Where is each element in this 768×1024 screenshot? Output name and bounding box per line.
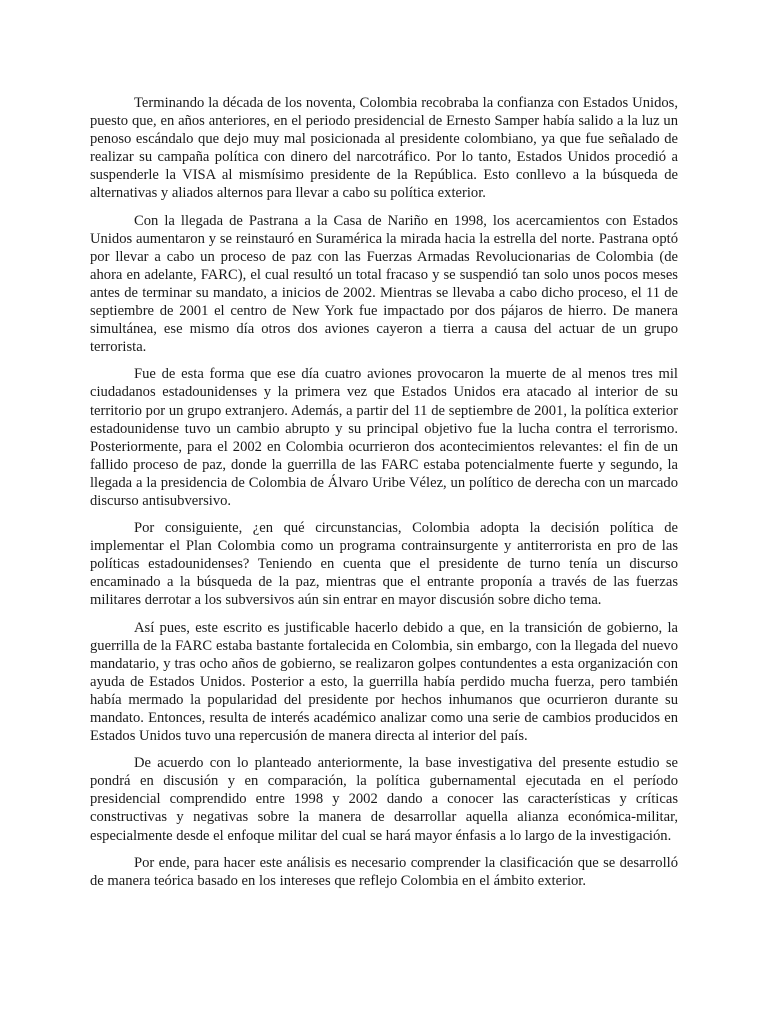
paragraph: Terminando la década de los noventa, Colombia recobraba la confianza con Estados Unidos, puesto que, en años anteriores, en el periodo presidencial de Ernesto Samper había salido a la luz un penoso escándalo que dejo muy mal posicionada al presidente colombiano, ya que fue señalado de realizar su campaña política con dinero del narcotráfico. Por lo tanto, Estados Unidos procedió a suspenderle la VISA al mismísimo presidente de la República. Esto conllevo a la búsqueda de alternativas y aliados alternos para llevar a cabo su política exterior. xyxy=(90,95,678,202)
paragraph: Así pues, este escrito es justificable hacerlo debido a que, en la transición de gobierno, la guerrilla de la FARC estaba bastante fortalecida en Colombia, sin embargo, con la llegada del nuevo mandatario, y tras ocho años de gobierno, se realizaron golpes contundentes a esta organización con ayuda de Estados Unidos. Posterior a esto, la guerrilla había perdido mucha fuerza, pero también había mermado la popularidad del presidente por hechos inhumanos que ocurrieron durante su mandato. Entonces, resulta de interés académico analizar como una serie de cambios producidos en Estados Unidos tuvo una repercusión de manera directa al interior del país. xyxy=(90,619,678,745)
paragraph: Fue de esta forma que ese día cuatro aviones provocaron la muerte de al menos tres mil ciudadanos estadounidenses y la primera vez que Estados Unidos era atacado al interior de su territorio por un grupo extranjero. Además, a partir del 11 de septiembre de 2001, la política exterior estadounidense tuvo un cambio abrupto y su principal objetivo fue la lucha contra el terrorismo. Posteriormente, para el 2002 en Colombia ocurrieron dos acontecimientos relevantes: el fin de un fallido proceso de paz, donde la guerrilla de las FARC estaba potencialmente fuerte y segundo, la llegada a la presidencia de Colombia de Álvaro Uribe Vélez, un político de derecha con un marcado discurso antisubversivo. xyxy=(90,366,678,509)
paragraph: Por ende, para hacer este análisis es necesario comprender la clasificación que se desarrolló de manera teórica basado en los intereses que reflejo Colombia en el ámbito exterior. xyxy=(90,854,678,889)
paragraph: De acuerdo con lo planteado anteriormente, la base investigativa del presente estudio se pondrá en discusión y en comparación, la política gubernamental ejecutada en el período presidencial comprendido entre 1998 y 2002 dando a conocer las características y críticas constructivas y negativas sobre la manera de desarrollar aquella alianza económica-militar, especialmente desde el enfoque militar del cual se hará mayor énfasis a lo largo de la investigación. xyxy=(90,755,678,844)
document-page xyxy=(90,94,678,899)
paragraph: Por consiguiente, ¿en qué circunstancias, Colombia adopta la decisión política de implementar el Plan Colombia como un programa contrainsurgente y antiterrorista en pro de las políticas estadounidenses? Teniendo en cuenta que el presidente de turno tenía un discurso encaminado a la búsqueda de la paz, mientras que el entrante proponía a través de las fuerzas militares derrotar a los subversivos aún sin entrar en mayor discusión sobre dicho tema. xyxy=(90,520,678,609)
paragraph: Con la llegada de Pastrana a la Casa de Nariño en 1998, los acercamientos con Estados Unidos aumentaron y se reinstauró en Suramérica la mirada hacia la estrella del norte. Pastrana optó por llevar a cabo un proceso de paz con las Fuerzas Armadas Revolucionarias de Colombia (de ahora en adelante, FARC), el cual resultó un total fracaso y se suspendió tan solo unos pocos meses antes de terminar su mandato, a inicios de 2002. Mientras se llevaba a cabo dicho proceso, el 11 de septiembre de 2001 el centro de New York fue impactado por dos pájaros de hierro. De manera simultánea, ese mismo día otros dos aviones cayeron a tierra a causa del actuar de un grupo terrorista. xyxy=(90,212,678,356)
